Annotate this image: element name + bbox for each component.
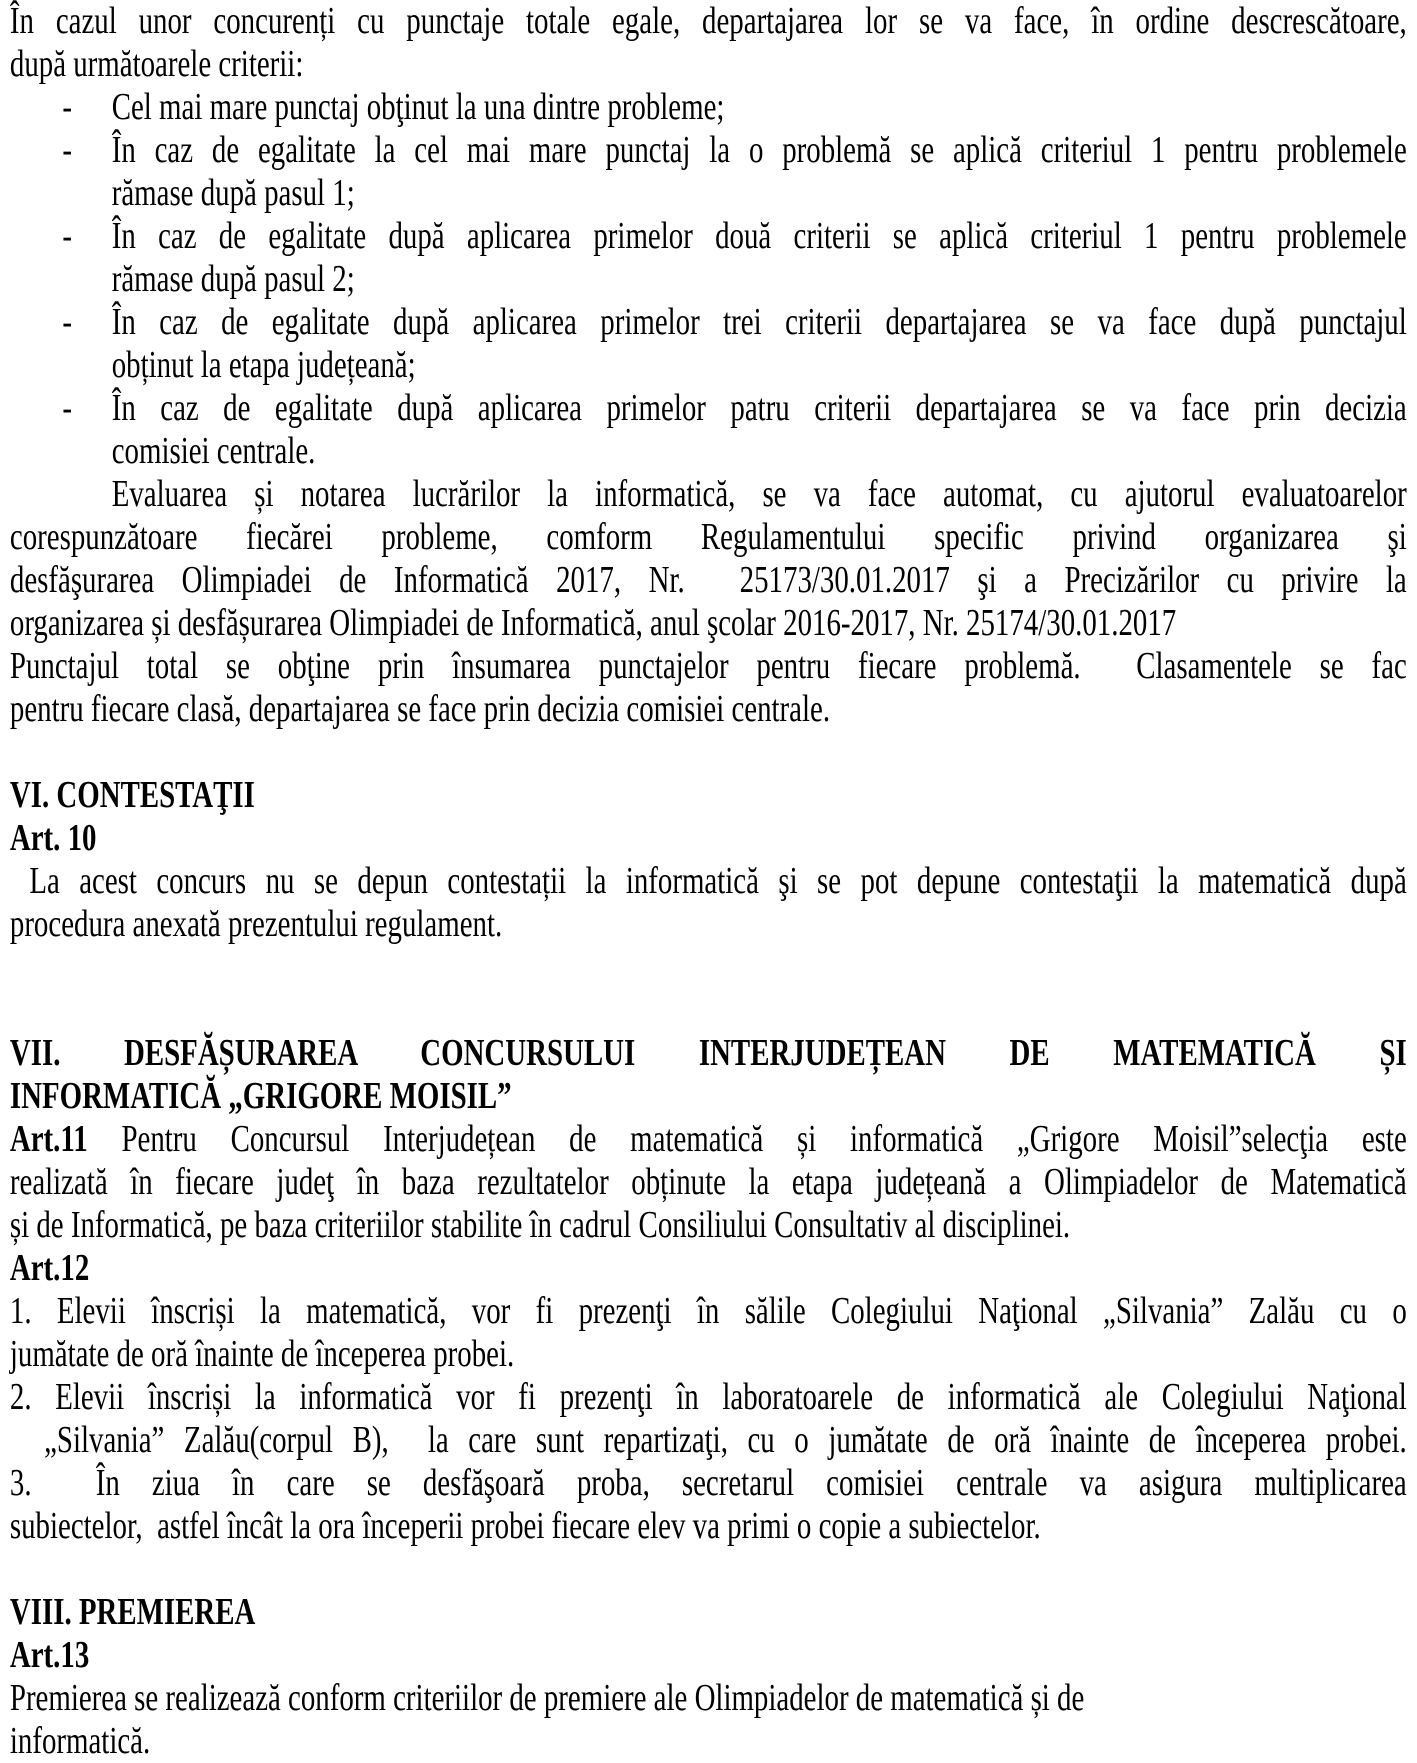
heading-line: Art. 10 — [9, 817, 97, 859]
text-line: realizată în fiecare judeţ în baza rezultatelor obținute la etapa județeană a Olimpiadelor de Matematică — [9, 1161, 1407, 1203]
text-line: jumătate de oră înainte de începerea probei. — [9, 1333, 515, 1375]
text-line: informatică. — [9, 1720, 151, 1762]
text-line: 2. Elevii înscriși la informatică vor fi prezenţi în laboratoarele de informatică ale Colegiului Naţional — [9, 1376, 1407, 1418]
text-line: comisiei centrale. — [111, 430, 316, 472]
bullet-marker: - — [62, 86, 72, 128]
text-line: Punctajul total se obţine prin însumarea punctajelor pentru fiecare problemă. Clasamentele se fac — [9, 645, 1407, 687]
bullet-line: - Cel mai mare punctaj obţinut la una dintre probleme; — [62, 86, 725, 128]
text-line: La acest concurs nu se depun contestații la informatică şi se pot depune contestaţii la matematică după — [9, 860, 1407, 902]
text-line: după următoarele criterii: — [9, 43, 304, 85]
text-line: desfăşurarea Olimpiadei de Informatică 2017, Nr. 25173/30.01.2017 şi a Precizărilor cu privire la — [9, 559, 1407, 601]
heading-line: INFORMATICĂ „GRIGORE MOISIL” — [9, 1075, 512, 1117]
bullet-line: - În caz de egalitate la cel mai mare punctaj la o problemă se aplică criteriul 1 pentru problemele — [62, 129, 1407, 171]
text-line: pentru fiecare clasă, departajarea se face prin decizia comisiei centrale. — [9, 688, 831, 730]
text-line: procedura anexată prezentului regulament. — [9, 903, 503, 945]
bullet-line: - În caz de egalitate după aplicarea primelor patru criterii departajarea se va face prin decizia — [62, 387, 1407, 429]
blank-line — [10, 1548, 1407, 1591]
bullet-line: - În caz de egalitate după aplicarea primelor două criterii se aplică criteriul 1 pentru problemele — [62, 215, 1407, 257]
heading-line: VI. CONTESTAŢII — [9, 774, 255, 816]
text-line: subiectelor, astfel încât la ora începerii probei fiecare elev va primi o copie a subiectelor. — [9, 1505, 1041, 1547]
text-line: Premierea se realizează conform criteriilor de premiere ale Olimpiadelor de matematică și de — [9, 1677, 1085, 1719]
text-line: Evaluarea și notarea lucrărilor la informatică, se va face automat, cu ajutorul evaluatoarelor — [111, 473, 1407, 515]
bullet-marker: - — [62, 129, 72, 171]
text-line: și de Informatică, pe baza criteriilor stabilite în cadrul Consiliului Consultativ al disciplinei. — [9, 1204, 1071, 1246]
blank-line — [10, 989, 1407, 1032]
bullet-marker: - — [62, 387, 72, 429]
text-line: 1. Elevii înscriși la matematică, vor fi prezenţi în sălile Colegiului Naţional „Silvania” Zalău cu o — [9, 1290, 1407, 1332]
bullet-line: - În caz de egalitate după aplicarea primelor trei criterii departajarea se va face după punctajul — [62, 301, 1407, 343]
text-line: obținut la etapa județeană; — [111, 344, 416, 386]
heading-line: VIII. PREMIEREA — [9, 1591, 256, 1633]
heading-line: VII. DESFĂȘURAREA CONCURSULUI INTERJUDEȚEAN DE MATEMATICĂ ȘI — [9, 1032, 1407, 1074]
text-line: 3. În ziua în care se desfăşoară proba, secretarul comisiei centrale va asigura multiplicarea — [9, 1462, 1407, 1504]
text-line: Art.11 Pentru Concursul Interjudețean de matematică și informatică „Grigore Moisil”selecţia este — [9, 1118, 1407, 1160]
blank-line — [10, 731, 1407, 774]
bullet-marker: - — [62, 301, 72, 343]
article-number: Art.11 — [9, 1118, 88, 1160]
text-line: În cazul unor concurenți cu punctaje totale egale, departajarea lor se va face, în ordine descrescătoare, — [9, 0, 1407, 42]
bullet-marker: - — [62, 215, 72, 257]
blank-line — [10, 946, 1407, 989]
heading-line: Art.13 — [9, 1634, 90, 1676]
text-line: rămase după pasul 1; — [111, 172, 355, 214]
text-line: rămase după pasul 2; — [111, 258, 355, 300]
text-line: „Silvania” Zalău(corpul B), la care sunt repartizaţi, cu o jumătate de oră înainte de începerea probei. — [44, 1419, 1407, 1461]
text-line: organizarea și desfășurarea Olimpiadei de Informatică, anul şcolar 2016-2017, Nr. 25174/30.01.2017 — [9, 602, 1177, 644]
text-line: corespunzătoare fiecărei probleme, comform Regulamentului specific privind organizarea şi — [9, 516, 1407, 558]
heading-line: Art.12 — [9, 1247, 90, 1289]
